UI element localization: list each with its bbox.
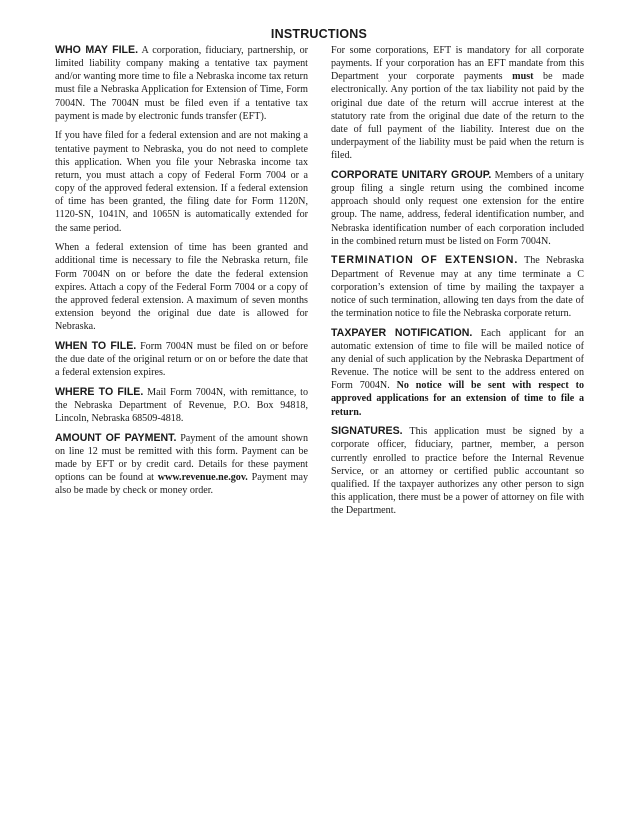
when-to-file-heading: WHEN TO FILE. (55, 339, 137, 352)
right-column (331, 44, 584, 524)
amount-of-payment-text-end: Payment may also be made by check or money order. (55, 472, 309, 497)
revenue-website-link[interactable]: www.revenue.ne.gov. (157, 472, 248, 484)
who-may-file-text: A corporation, fiduciary, partnership, or limited liability company making a tentative tax payment and/or wanting more time to file a Nebraska income tax return must file a Nebraska Application for Extension of Time, Form 7004N. The 7004N must be filed even if a tentative tax payment is made by electronic funds transfer (EFT). (55, 45, 309, 122)
federal-granted-paragraph: When a federal extension of time has been granted and additional time is necessary to file the Nebraska return, file Form 7004N on or before the date the federal extension expires. Attach a copy of the Federal Form 7004 or a copy of the approved federal extension. A maximum of seven months extension beyond the original due date is allowed for Nebraska. (55, 242, 308, 333)
where-to-file-section (55, 386, 308, 425)
when-to-file-text: Form 7004N must be filed on or before the due date of the original return or on or before the date that a federal extension expires. (55, 340, 309, 379)
corporate-unitary-group-text: Members of a unitary group filing a single return using the combined income approach should only request one extension for the entire group. The name, address, federal identification number, and Nebraska identification number of each corporation included in the combined return must be listed on Form 7004N. (331, 169, 584, 247)
taxpayer-notification-text: Each applicant for an automatic extension of time to file will be mailed notice of any denial of such application by the Nebraska Department of Revenue. The notice will be sent to the address entered on Form 7004N. (331, 327, 584, 392)
left-column (55, 44, 308, 504)
termination-of-extension-section (331, 254, 584, 320)
corporate-unitary-group-heading: CORPORATE UNITARY GROUP. (331, 168, 492, 181)
when-to-file-section (55, 340, 308, 379)
taxpayer-notification-section (331, 327, 584, 419)
page-title: INSTRUCTIONS (270, 27, 368, 41)
corporate-unitary-group-section (331, 169, 584, 248)
amount-of-payment-section (55, 432, 308, 498)
amount-of-payment-heading: AMOUNT OF PAYMENT. (55, 431, 177, 444)
eft-text-end: be made electronically. Any portion of the tax liability not paid by the original due date of the return will accrue interest at the statutory rate from the original due date of the return to the date of full payment of the liability. Interest due on the underpayment of the liability must be paid when the return is filed. (331, 71, 584, 162)
taxpayer-notification-bold-text: No notice will be sent with respect to approved applications for an extension of time to file a return. (331, 380, 584, 418)
eft-emphasis: must (512, 71, 534, 83)
where-to-file-heading: WHERE TO FILE. (55, 385, 144, 398)
who-may-file-section (55, 44, 308, 123)
federal-extension-paragraph: If you have filed for a federal extension and are not making a tentative payment to Nebraska, you do not need to complete this application. When you file your Nebraska income tax return, you must attach a copy of Federal Form 7004 or a copy of the approved federal extension. If a federal extension of time has been granted, the filing date for Form 1120N, 1120-SN, 1041N, and 1065N is automatically extended for the same period. (55, 130, 308, 234)
where-to-file-text: Mail Form 7004N, with remittance, to the Nebraska Department of Revenue, P.O. Box 94818, Lincoln, Nebraska 68509-4818. (55, 386, 309, 425)
termination-of-extension-text: The Nebraska Department of Revenue may at any time terminate a C corporation’s extension of time by mailing the taxpayer a notice of such termination, allowing ten days from the date of the termination notice to file the Nebraska corporate return. (331, 255, 584, 319)
termination-of-extension-heading: TERMINATION OF EXTENSION. (331, 254, 519, 267)
taxpayer-notification-heading: TAXPAYER NOTIFICATION. (331, 326, 473, 339)
signatures-section (331, 425, 584, 517)
eft-text: For some corporations, EFT is mandatory for all corporate payments. If your corporation has an EFT mandate from this Department your corporate payments (331, 45, 584, 83)
signatures-heading: SIGNATURES. (331, 425, 403, 438)
signatures-text: This application must be signed by a corporate officer, fiduciary, partner, member, a person currently enrolled to practice before the Internal Revenue Service, or an attorney or certified public accountant so qualified. If the taxpayer authorizes any other person to sign this application, there must be a power of attorney on file with the Department. (331, 426, 585, 517)
amount-of-payment-text: Payment of the amount shown on line 12 must be remitted with this form. Payment can be made by EFT or by credit card. Details for these payment options can be found at (55, 432, 308, 484)
eft-paragraph (331, 44, 584, 162)
who-may-file-heading: WHO MAY FILE. (55, 44, 139, 56)
